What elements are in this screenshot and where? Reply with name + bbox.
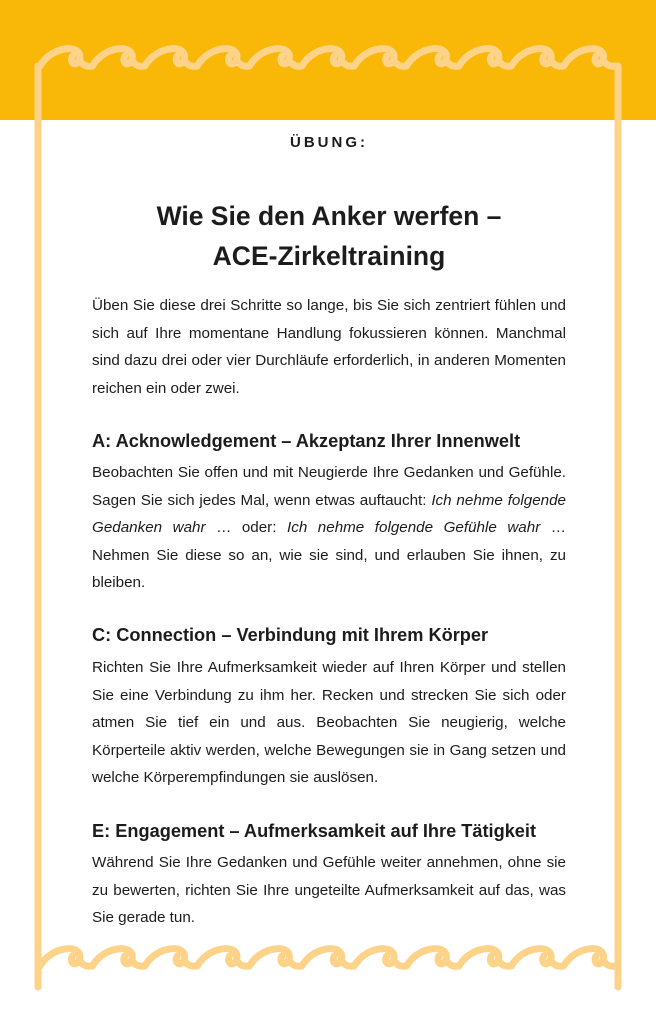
intro-paragraph: Üben Sie diese drei Schritte so lange, bis Sie sich zentriert fühlen und sich auf Ihre momentane Handlung fokussieren können. Manchmal sind dazu drei oder vier Durchläufe erforderlich, in anderen Momenten reichen ein oder zwei. — [92, 297, 566, 397]
section-a-italic-2: Ich nehme folgende Gefühle wahr — [287, 519, 541, 536]
section-a-text-1: Beobachten Sie offen und mit Neugierde Ihre Gedanken und Gefühle. Sagen Sie sich jedes Mal, wenn etwas auftaucht: — [92, 464, 566, 509]
section-e-heading: E: Engagement – Aufmerksamkeit auf Ihre Tätigkeit — [92, 821, 537, 841]
top-color-band — [0, 0, 656, 120]
section-e-text: Während Sie Ihre Gedanken und Gefühle weiter annehmen, ohne sie zu bewerten, richten Sie Ihre ungeteilte Aufmerksamkeit auf das, was Sie gerade tun. — [92, 854, 566, 926]
title-line-1: Wie Sie den Anker werfen – — [156, 201, 502, 231]
section-a-heading: A: Acknowledgement – Akzeptanz Ihrer Innenwelt — [92, 431, 521, 451]
section-c-text: Richten Sie Ihre Aufmerksamkeit wieder auf Ihren Körper und stellen Sie eine Verbindung zu ihm her. Recken und strecken Sie sich oder atmen Sie tief ein und aus. Beobachten Sie neugierig, welche Körperteile aktiv werden, welche Bewegungen sie in Gang setzen und welche Körperempfindungen sie auslösen. — [92, 659, 566, 786]
section-a-text-2: … oder: — [205, 519, 287, 536]
section-a-text — [92, 459, 566, 597]
bottom-waves-path — [40, 949, 616, 967]
exercise-label: ÜBUNG: — [290, 134, 368, 151]
bottom-wave-border — [40, 949, 616, 967]
section-c-heading: C: Connection – Verbindung mit Ihrem Körper — [92, 625, 489, 645]
title-line-2: ACE-Zirkeltraining — [212, 241, 446, 271]
section-a-text-3: … Nehmen Sie diese so an, wie sie sind, und erlauben Sie ihnen, zu bleiben. — [92, 519, 566, 591]
exercise-title — [72, 196, 586, 276]
section-a-italic-1: Ich nehme folgende Gedanken wahr — [92, 491, 566, 536]
